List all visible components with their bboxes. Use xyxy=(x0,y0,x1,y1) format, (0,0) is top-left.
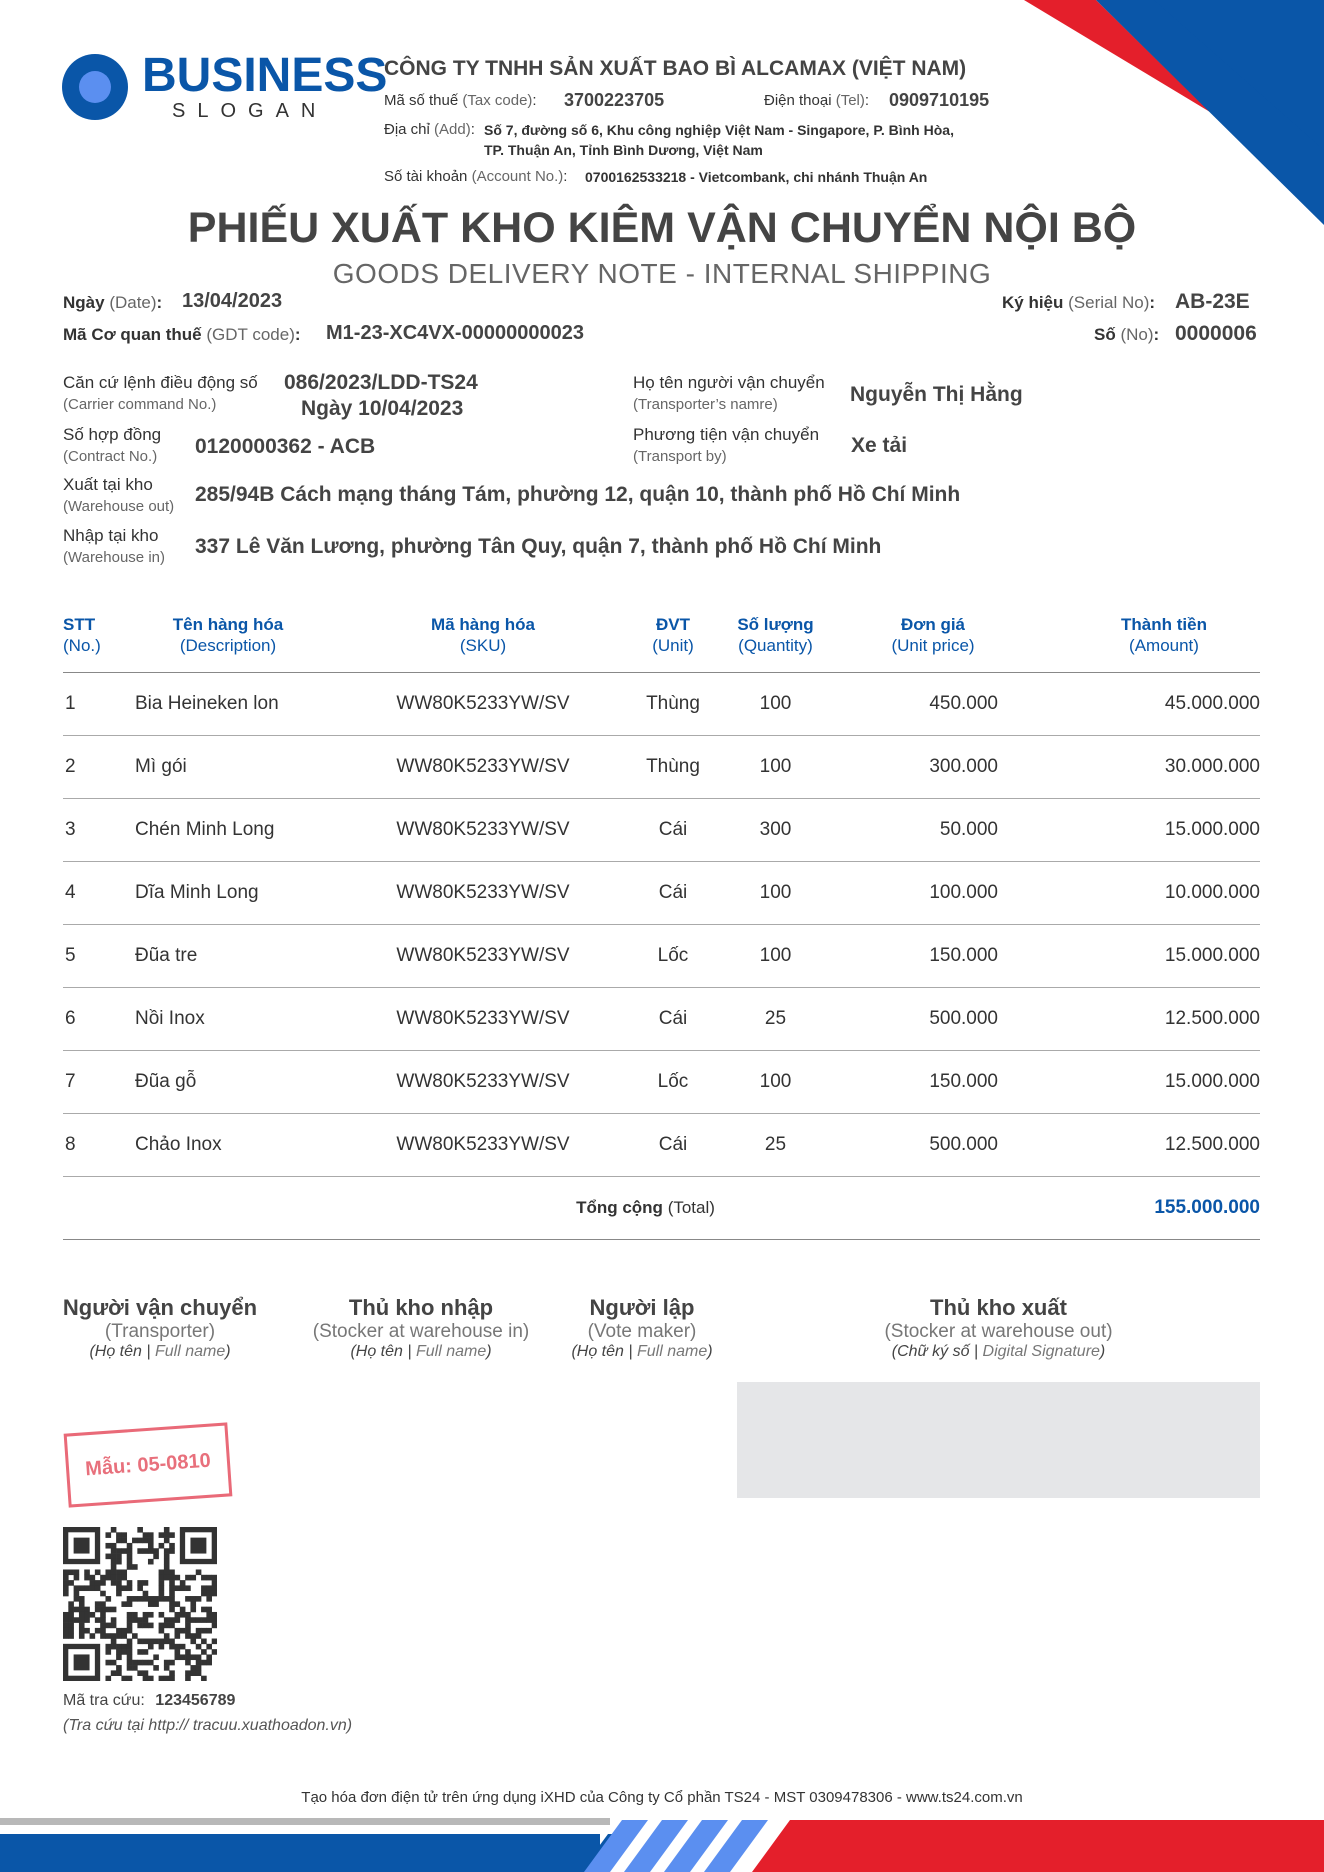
cell-unit: Cái xyxy=(623,1114,723,1177)
wh-in-label-en: (Warehouse in) xyxy=(63,549,165,566)
cell-no: 5 xyxy=(63,925,113,988)
signature-vote-maker xyxy=(552,1295,732,1361)
gdt-value: M1-23-XC4VX-00000000023 xyxy=(326,322,584,344)
table-row xyxy=(63,862,1260,925)
sig-title-en: (Stocker at warehouse in) xyxy=(312,1321,530,1342)
logo-word: BUSINESS xyxy=(142,49,388,102)
no-value: 0000006 xyxy=(1175,322,1257,345)
gdt-label-en: (GDT code) xyxy=(206,325,295,344)
contract-label-en: (Contract No.) xyxy=(63,448,158,465)
table-row xyxy=(63,1114,1260,1177)
cell-quantity: 100 xyxy=(723,1051,828,1114)
gdt-label: Mã Cơ quan thuế xyxy=(63,325,202,344)
cell-description: Đũa tre xyxy=(113,925,343,988)
transport-value: Xe tải xyxy=(851,434,908,457)
carrier-date: Ngày 10/04/2023 xyxy=(301,397,464,420)
carrier-label: Căn cứ lệnh điều động số xyxy=(63,373,258,392)
cell-unit-price: 500.000 xyxy=(828,1114,1008,1177)
tel-line: Điện thoại (Tel): xyxy=(764,92,870,109)
wh-out-value: 285/94B Cách mạng tháng Tám, phường 12, quận 10, thành phố Hồ Chí Minh xyxy=(195,483,961,506)
carrier-label-en: (Carrier command No.) xyxy=(63,396,217,413)
cell-unit-price: 50.000 xyxy=(828,799,1008,862)
items-table xyxy=(63,598,1260,1240)
cell-unit-price: 150.000 xyxy=(828,1051,1008,1114)
logo-slogan: SLOGAN xyxy=(172,100,328,122)
cell-no: 6 xyxy=(63,988,113,1051)
cell-description: Bia Heineken lon xyxy=(113,673,343,736)
digital-signature-box xyxy=(737,1382,1260,1498)
document-subtitle: GOODS DELIVERY NOTE - INTERNAL SHIPPING xyxy=(332,258,992,289)
serial-label-line: Ký hiệu (Serial No): xyxy=(1002,293,1156,312)
transporter-value: Nguyễn Thị Hằng xyxy=(850,383,1023,406)
sig-title: Người vận chuyển xyxy=(62,1295,258,1320)
address-label: Địa chỉ xyxy=(384,121,430,138)
wh-in-value: 337 Lê Văn Lương, phường Tân Quy, quận 7, thành phố Hồ Chí Minh xyxy=(195,535,882,558)
date-label: Ngày xyxy=(63,293,105,312)
signature-stocker-in xyxy=(296,1295,546,1361)
cell-sku: WW80K5233YW/SV xyxy=(343,1051,623,1114)
cell-description: Nồi Inox xyxy=(113,988,343,1051)
table-row xyxy=(63,736,1260,799)
company-logo xyxy=(62,49,388,124)
sig-note: (Họ tên | Full name) xyxy=(350,1343,492,1360)
lookup-line xyxy=(63,1692,235,1710)
date-label-en: (Date) xyxy=(109,293,157,312)
qr-code-icon xyxy=(63,1527,217,1681)
cell-unit: Lốc xyxy=(623,925,723,988)
total-label: Tổng cộng xyxy=(576,1198,663,1217)
sig-title-en: (Vote maker) xyxy=(587,1321,697,1342)
cell-amount: 12.500.000 xyxy=(1008,1114,1260,1177)
sig-title-en: (Transporter) xyxy=(104,1321,216,1342)
company-name: CÔNG TY TNHH SẢN XUẤT BAO BÌ ALCAMAX (VIỆT NAM) xyxy=(384,57,967,80)
cell-amount: 15.000.000 xyxy=(1008,925,1260,988)
cell-quantity: 100 xyxy=(723,862,828,925)
tax-label: Mã số thuế xyxy=(384,92,459,109)
transporter-label-en: (Transporter’s namre) xyxy=(633,396,778,413)
total-label-en: (Total) xyxy=(667,1198,715,1217)
table-row xyxy=(63,799,1260,862)
cell-unit: Cái xyxy=(623,988,723,1051)
cell-unit: Thùng xyxy=(623,673,723,736)
footer-text: Tạo hóa đơn điện tử trên ứng dụng iXHD của Công ty Cổ phần TS24 - MST 0309478306 - www.ts24.com.vn xyxy=(301,1789,1023,1806)
total-value: 155.000.000 xyxy=(1008,1177,1260,1240)
address-line-2: TP. Thuận An, Tỉnh Bình Dương, Việt Nam xyxy=(484,142,763,158)
serial-label: Ký hiệu xyxy=(1002,293,1064,312)
cell-sku: WW80K5233YW/SV xyxy=(343,736,623,799)
col-header-no: STT (No.) xyxy=(63,615,101,655)
tel-label: Điện thoại xyxy=(764,92,832,109)
lookup-note: (Tra cứu tại http:// tracuu.xuathoadon.vn) xyxy=(63,1717,353,1734)
sig-title: Người lập xyxy=(589,1295,695,1320)
form-stamp: Mẫu: 05-0810 xyxy=(64,1422,233,1507)
cell-unit: Cái xyxy=(623,799,723,862)
cell-unit: Lốc xyxy=(623,1051,723,1114)
corner-decoration xyxy=(1024,0,1324,225)
tax-code-value: 3700223705 xyxy=(564,90,665,110)
transport-label-en: (Transport by) xyxy=(633,448,727,465)
transporter-label: Họ tên người vận chuyển xyxy=(633,373,825,392)
cell-quantity: 100 xyxy=(723,736,828,799)
date-value: 13/04/2023 xyxy=(182,290,283,312)
table-row xyxy=(63,1051,1260,1114)
contract-label: Số hợp đồng xyxy=(63,425,162,444)
address-label-line: Địa chỉ (Add): xyxy=(384,121,475,138)
col-header-unit-price: Đơn giá (Unit price) xyxy=(891,615,975,655)
cell-description: Chén Minh Long xyxy=(113,799,343,862)
cell-no: 7 xyxy=(63,1051,113,1114)
cell-amount: 45.000.000 xyxy=(1008,673,1260,736)
address-line-1: Số 7, đường số 6, Khu công nghiệp Việt Nam - Singapore, P. Bình Hòa, xyxy=(484,122,954,138)
cell-no: 8 xyxy=(63,1114,113,1177)
sig-title: Thủ kho nhập xyxy=(348,1295,494,1320)
cell-no: 4 xyxy=(63,862,113,925)
sig-note: (Chữ ký số | Digital Signature) xyxy=(891,1343,1106,1360)
serial-label-en: (Serial No) xyxy=(1068,293,1150,312)
cell-sku: WW80K5233YW/SV xyxy=(343,862,623,925)
cell-sku: WW80K5233YW/SV xyxy=(343,799,623,862)
no-label-en: (No) xyxy=(1120,325,1154,344)
cell-amount: 12.500.000 xyxy=(1008,988,1260,1051)
cell-quantity: 300 xyxy=(723,799,828,862)
tel-label-en: (Tel) xyxy=(835,92,865,109)
serial-value: AB-23E xyxy=(1175,290,1250,313)
transport-label: Phương tiện vận chuyển xyxy=(633,425,820,444)
cell-sku: WW80K5233YW/SV xyxy=(343,988,623,1051)
cell-amount: 10.000.000 xyxy=(1008,862,1260,925)
tax-code-line: Mã số thuế (Tax code): xyxy=(384,92,537,109)
wh-out-label-en: (Warehouse out) xyxy=(63,498,175,515)
sig-title: Thủ kho xuất xyxy=(930,1295,1067,1320)
cell-no: 1 xyxy=(63,673,113,736)
tax-label-en: (Tax code) xyxy=(462,92,533,109)
no-label: Số xyxy=(1094,325,1116,344)
cell-quantity: 100 xyxy=(723,925,828,988)
date-label-line: Ngày (Date): xyxy=(63,293,163,312)
cell-sku: WW80K5233YW/SV xyxy=(343,1114,623,1177)
account-label-line: Số tài khoản (Account No.): xyxy=(384,168,568,185)
table-row xyxy=(63,988,1260,1051)
sig-title-en: (Stocker at warehouse out) xyxy=(884,1321,1113,1342)
signature-transporter xyxy=(40,1295,280,1361)
footer-stripes xyxy=(0,1818,1324,1872)
cell-unit: Thùng xyxy=(623,736,723,799)
cell-unit-price: 500.000 xyxy=(828,988,1008,1051)
gdt-label-line: Mã Cơ quan thuế (GDT code): xyxy=(63,325,301,344)
cell-no: 2 xyxy=(63,736,113,799)
account-label: Số tài khoản xyxy=(384,168,468,185)
table-row xyxy=(63,925,1260,988)
account-label-en: (Account No.) xyxy=(471,168,564,185)
cell-amount: 15.000.000 xyxy=(1008,1051,1260,1114)
cell-description: Mì gói xyxy=(113,736,343,799)
cell-quantity: 25 xyxy=(723,1114,828,1177)
carrier-no: 086/2023/LDD-TS24 xyxy=(284,371,478,394)
cell-quantity: 25 xyxy=(723,988,828,1051)
wh-in-label: Nhập tại kho xyxy=(63,526,159,545)
cell-description: Đũa gỗ xyxy=(113,1051,343,1114)
col-header-sku: Mã hàng hóa (SKU) xyxy=(431,615,535,655)
signature-stocker-out xyxy=(857,1295,1140,1361)
document-title: PHIẾU XUẤT KHO KIÊM VẬN CHUYỂN NỘI BỘ xyxy=(187,204,1137,252)
account-value: 0700162533218 - Vietcombank, chi nhánh Thuận An xyxy=(585,169,928,185)
cell-unit-price: 450.000 xyxy=(828,673,1008,736)
cell-description: Dĩa Minh Long xyxy=(113,862,343,925)
cell-no: 3 xyxy=(63,799,113,862)
wh-out-label: Xuất tại kho xyxy=(63,475,153,494)
table-row xyxy=(63,673,1260,736)
cell-unit: Cái xyxy=(623,862,723,925)
col-header-amount: Thành tiền (Amount) xyxy=(1121,615,1207,655)
address-label-en: (Add) xyxy=(434,121,471,138)
total-label-cell xyxy=(63,1177,1008,1240)
table-body xyxy=(63,673,1260,1177)
contract-value: 0120000362 - ACB xyxy=(195,435,376,458)
col-header-unit: ĐVT (Unit) xyxy=(652,615,694,655)
tel-value: 0909710195 xyxy=(889,90,990,110)
cell-sku: WW80K5233YW/SV xyxy=(343,673,623,736)
total-row xyxy=(63,1177,1260,1240)
cell-description: Chảo Inox xyxy=(113,1114,343,1177)
cell-quantity: 100 xyxy=(723,673,828,736)
cell-unit-price: 150.000 xyxy=(828,925,1008,988)
logo-mark xyxy=(62,54,128,120)
sig-note: (Họ tên | Full name) xyxy=(571,1343,713,1360)
lookup-label: Mã tra cứu: xyxy=(63,1692,145,1709)
cell-amount: 30.000.000 xyxy=(1008,736,1260,799)
col-header-description: Tên hàng hóa (Description) xyxy=(172,615,284,655)
cell-amount: 15.000.000 xyxy=(1008,799,1260,862)
cell-sku: WW80K5233YW/SV xyxy=(343,925,623,988)
table-header-row xyxy=(63,598,1260,673)
no-label-line: Số (No): xyxy=(1094,325,1160,344)
cell-unit-price: 300.000 xyxy=(828,736,1008,799)
lookup-code: 123456789 xyxy=(155,1692,236,1709)
sig-note: (Họ tên | Full name) xyxy=(89,1343,231,1360)
cell-unit-price: 100.000 xyxy=(828,862,1008,925)
col-header-quantity: Số lượng (Quantity) xyxy=(737,615,814,655)
